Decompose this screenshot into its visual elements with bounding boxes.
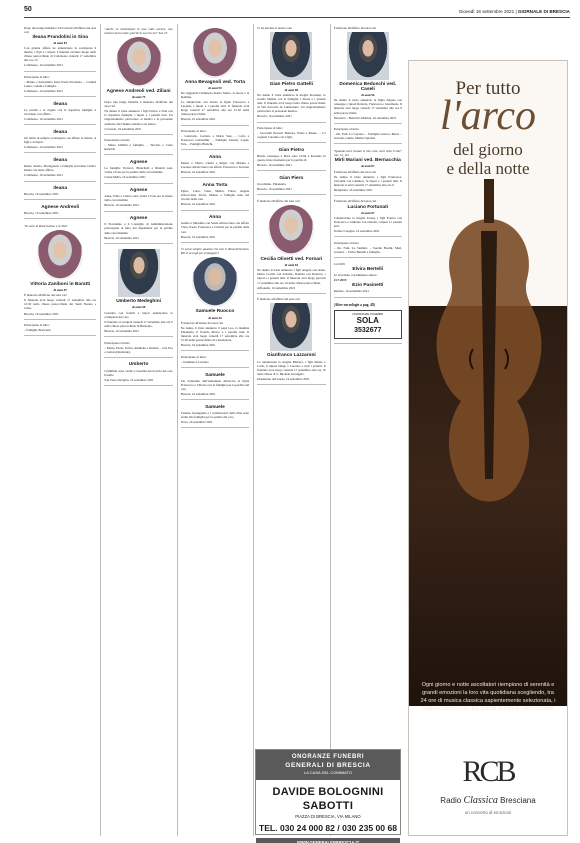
column-5	[330, 24, 402, 836]
deceased-name: Anna Torta	[202, 182, 228, 188]
notice-place-date: Trobbe Casaglia, 16 settembre 2021	[333, 229, 380, 234]
deceased-name: Anna	[208, 215, 221, 221]
notice-body: Ne danno il triste annuncio la moglie Rosanna, la sorella Marina con la famiglia, i nipoti e i parenti tutti. Il funerale avrà luogo nella chiesa parrocchiale di San Zaccaria in Lumazzane. Un ringraziamento particolare al personale medico.	[257, 92, 326, 114]
funeral-home-line1: ONORANZE FUNEBRI	[291, 754, 365, 760]
obituary-notice	[24, 127, 96, 153]
notice-date: 23.7.2019	[333, 278, 347, 283]
deceased-name: Agnese Andreoli ved. Ziliani	[106, 88, 171, 94]
notice-body: Le ricordano con immenso amore.	[333, 272, 378, 277]
portrait-photo	[118, 249, 160, 297]
portrait-photo	[116, 37, 162, 87]
notice-place-date: San Zeno Naviglio, 16 settembre 2021	[104, 377, 154, 382]
notice-body: Cesarina con fratelli e nipoti annunciano la scomparsa del caro	[104, 310, 173, 319]
notice-body: – On. Fam. Lo Capraro. – Famiglie Grassi e Bassi. – Luciana, Giulia, Marino Spranzi.	[333, 132, 402, 141]
deceased-name: Umberto	[128, 362, 149, 368]
notice-body-2: Ne danno il triste annuncio i figli Francesca, Giovanni con Gianluca, le nipoti e i parenti tutti. Il funerale si terrà venerdì 17 settembre alle ore 9.	[333, 174, 402, 187]
obituary-notice	[334, 146, 402, 196]
notice-place-date: Brescia, 16 settembre 2021	[180, 234, 216, 239]
notice-body: – Famiglie Bresciani	[24, 328, 51, 333]
notice-body: Zio Saturnino dell'Annullana abbraccia la figlia Francesca e Vittoria con le famiglie per la perdita del caro	[180, 378, 250, 391]
deceased-age: di anni 83	[53, 40, 67, 45]
deceased-name: Elvira Bertelli	[352, 266, 384, 272]
deceased-name: Vittoria Zaniboni in Baratti	[30, 281, 91, 287]
radio-logo-name: Radio Classica Bresciana	[440, 795, 536, 807]
notice-body-2: Il funerale avrà luogo venerdì 17 settembre alle ore 10.30 nella chiesa parrocchiale dei Santi Nazaro e Celso.	[24, 298, 97, 311]
funeral-home-line3: LA CASA DEL COMMIATO	[304, 770, 352, 776]
notice-body: Con grande affetto ne annunciano la scomparsa il marito, i figli e i nipoti. I funerali avranno luogo nella chiesa parrocchiale di Collebeato venerdì 17 settembre alle ore 15.	[24, 46, 97, 63]
sola-ad-name: SOLA	[356, 316, 379, 326]
obituary-notice	[334, 239, 402, 258]
obituary-notice	[181, 180, 249, 210]
notice-body: Tiziana, Giuseppina e i collaboratori della ditta sono vicini alla famiglia per la perdita del caro	[180, 410, 250, 420]
deceased-name: Anna Bevagnoli ved. Torta	[184, 79, 246, 85]
notice-body: Bruna, Giuseppe e Piera sono vicini a Rosanna in questo triste momento per la perdita di	[257, 154, 326, 163]
notice-body: L'annunciano la moglie Teresa, i figli Franco con Francesca e Giuliano con Ornella, i nipoti e i parenti tutti.	[333, 215, 402, 229]
notice-body: Dopo una lunga malattia è mancata all'affetto dei suoi cari	[104, 100, 173, 109]
obituary-notice	[181, 152, 249, 178]
notice-place-date: Rezzato, 16 settembre 2021	[333, 289, 369, 294]
obituary-notice	[181, 245, 249, 352]
obituary-notice	[24, 221, 96, 319]
notice-body: Sandro e Massimo con Sonia abbracciano con affetto Clara, Paola, Francesca e Cristina per la perdita della cara	[180, 221, 250, 234]
deceased-age: di anni 88	[131, 305, 146, 310]
obituary-notice	[24, 322, 96, 337]
notice-quote: "Anche se camminassi in una valle oscura, non temerei alcun male, perché tu sei con me" Sal. 23	[104, 26, 173, 35]
notice-place-date: Alfianello, 16 settembre 2021	[257, 285, 296, 290]
obituary-notice	[104, 214, 172, 244]
notice-body-2: Il funerale si svolgerà venerdì 17 settembre alle ore 9 nella chiesa parrocchiale di Botticino.	[104, 319, 173, 328]
obituary-notice	[104, 246, 172, 337]
page-number: 50	[24, 6, 32, 14]
notice-body: Egizo, Carla, Gian, Melita, Fabio, Angela abbracciano Silvia, Matteo e famiglie tutte nel ricordo della cara	[180, 189, 250, 202]
notice-body: Ne ragguarda l'annuncio marito Mario, la nuora e la mamma.	[180, 90, 250, 99]
notice-place-date: Flero, 16 settembre 2021	[180, 420, 213, 425]
notice-intro: Partecipano al lutto:	[24, 323, 50, 328]
deceased-name: Ileana	[53, 129, 67, 135]
notice-intro: Partecipano al lutto:	[104, 138, 131, 143]
funeral-home-line2: GENERALI DI BRESCIA	[285, 761, 371, 769]
obituary-notice	[334, 24, 402, 124]
obituary-notice	[181, 370, 249, 400]
notice-intro: È mancato all'affetto dei suoi cari	[257, 297, 300, 302]
notice-place-date: Brescia, 16 settembre 2021	[257, 163, 292, 168]
notice-quote: "Io sono la Risurrezione e la Vita"	[24, 223, 68, 228]
notice-quote: Ci sarai sempre quando che non ti dimenticheremo. Ma ci accogli per proteggerci	[180, 247, 250, 256]
notice-place-date: Brescia, 16 settembre 2021	[180, 170, 216, 175]
radio-ad-headline-2: l'arco	[439, 93, 537, 139]
notice-place-date: Brescia, 16 settembre 2021	[24, 211, 59, 216]
dateline: Giovedì 16 settembre 2021 | GIORNALE DI BRESCIA	[458, 9, 570, 15]
obituary-notice	[24, 74, 96, 98]
obituary-notice	[181, 213, 249, 243]
obituary-notice	[257, 197, 325, 293]
funeral-home-address: PIAZZA DI BRESCIA, VIA MILANO	[295, 814, 361, 820]
funeral-home-website: WWW.GENERALIDIBRESCIA.IT	[256, 838, 400, 843]
obituary-notice	[104, 157, 172, 183]
notice-place-date: Brescia, 16 settembre 2021	[180, 202, 216, 207]
notice-body: – Mauro e Alessandro Zani, Paola Ferronato. – Carmen Luzzo, Gianni e famiglia.	[24, 80, 97, 89]
funeral-home-band	[256, 750, 400, 780]
obituary-notice	[257, 173, 325, 195]
sola-ad-phone: 3532677	[354, 326, 382, 334]
obituary-notice	[24, 24, 96, 72]
obituary-notice	[257, 24, 325, 123]
deceased-name: Agnese	[129, 159, 148, 165]
notice-body: Il Presidente e il Consiglio di Amministrazione partecipano al lutto del dipendente per la perdita della cara mamma	[104, 222, 173, 235]
deceased-name: Samuele	[205, 372, 225, 378]
notice-intro: Partecipano al lutto:	[257, 126, 283, 131]
radio-ad-headline-1: Per tutto	[455, 78, 521, 99]
funeral-home-ad	[255, 749, 401, 843]
deceased-name: Ileana	[53, 157, 67, 163]
notice-place-date: Brescia, 16 settembre 2021	[180, 117, 216, 122]
notice-place-date: Brescia, 16 settembre 2021	[257, 114, 292, 119]
deceased-name: Cecilia Olivetti ved. Fornari	[260, 256, 323, 262]
obituary-notice	[24, 184, 96, 201]
deceased-name: Domenica Beduschi ved. Caseli	[339, 81, 397, 92]
notice-intro: Partecipano al lutto:	[104, 340, 131, 345]
notice-intro: Partecipano al lutto:	[180, 129, 207, 134]
obituary-notice	[24, 202, 96, 219]
funeral-home-phone: TEL. 030 24 000 82 / 030 235 00 68	[258, 822, 398, 833]
column-2	[100, 24, 172, 836]
notice-intro: Dopo una lunga malattia ci ha lasciati all'affetto dei suoi cari	[24, 25, 97, 34]
radio-logo-mark: RCB	[462, 755, 514, 788]
deceased-name: Gian Pietro Gattelli	[269, 81, 313, 87]
notice-body: Ne danno il triste annuncio i figli Angelo con Anna, Maria Cecilia con Aristide, Daniela con Roberto, i nipoti e i parenti tutti. Il funerale avrà luogo giovedì 17 settembre alle ore 10 nella chiesa parrocchiale.	[257, 268, 326, 285]
notice-body-2: Ne danno il triste annuncio i figli Enrico e Ivan con le rispettive famiglie, i nipoti e i parenti tutti. Un ringraziamento particolare ai medici e al personale sanitario che l'hanno assistita con amore.	[104, 109, 173, 126]
column-1	[24, 24, 96, 836]
deceased-name: Samuele Ruocco	[195, 309, 235, 315]
notice-place-date: Brescia, 16 settembre 2021	[24, 311, 59, 316]
obituary-notice	[181, 353, 249, 368]
notice-place-date: Collebeato, 16 settembre 2021	[24, 63, 63, 68]
column-4	[253, 24, 325, 836]
notice-body: – Maria, Paolo, Felice, Annibale e Ornella. – Ora Fao e Gobasi (Redonde).	[104, 345, 173, 354]
column-3	[177, 24, 249, 836]
radio-ad	[408, 60, 568, 836]
deceased-age: di anni 87	[53, 288, 67, 293]
obituary-notice	[104, 186, 172, 212]
notice-intro: È mancato all'affetto dei suoi cari	[333, 199, 377, 204]
page-header	[24, 6, 570, 18]
notice-place-date: Brescia, 16 settembre 2021	[180, 343, 216, 348]
notice-intro: Ci ha lasciato il nostro caro	[257, 25, 293, 30]
violin-icon	[421, 179, 557, 539]
obituary-notice	[334, 260, 402, 297]
deceased-name: Agnese	[129, 188, 148, 194]
notice-quote: "Quando avrò trovato le mie cose, avrò visto il sole" Ger. 12, 112	[333, 148, 402, 158]
radio-logo-tagline: un concerto di emozioni	[464, 810, 512, 816]
notice-body: Le sorelle e le cugine con le rispettive famiglie ti ricordano con affetto.	[24, 108, 97, 117]
notice-body-2: Ne danno il triste annuncio il papà Leo, la mamma Emanuela, il fratello Marco e i parenti tutti. Il funerale avrà luogo venerdì 17 settembre alle ore 15.30 nella parrocchiale di Castenedolo.	[180, 325, 250, 343]
notice-body: – Gianmarco Luciano	[180, 359, 209, 364]
deceased-name-2: Ezio Pasinetti	[352, 283, 384, 289]
obituary-notice	[181, 24, 249, 126]
deceased-age: di anni 90	[208, 85, 222, 90]
portrait-photo	[268, 205, 314, 255]
obituary-notice	[257, 296, 325, 385]
notice-body: Ne danno il triste annuncio la figlia Angela con Giuseppe, i nipoti Roberta, Francesca e Gianmario. Il funerale avrà luogo venerdì 17 settembre alle ore 9 nella parrocchiale.	[333, 98, 402, 115]
deceased-name: Agnese	[129, 216, 148, 222]
notice-intro: Partecipano al lutto:	[333, 127, 360, 132]
obituary-notice	[257, 145, 325, 171]
notice-body: Lo annunciano la moglie Barbara, i figli Renzo e Carlo, il nipote Diego e Lorenzo e tutti i parenti. Il funerale avrà luogo venerdì 17 settembre alle ore 10 nella chiesa di S. Michele Arcangelo.	[257, 359, 326, 376]
deceased-age: di anni 88	[284, 87, 299, 92]
notice-body: – Giovanni Rossati, Barbara, Elena e Mauro. – La cognata Caterina con i figli.	[257, 131, 326, 140]
notice-place-date: Desenzano del Garda, 16 settembre 2021	[257, 376, 310, 381]
obituary-notice	[181, 402, 249, 428]
obituary-notice	[104, 24, 172, 135]
obituary-notice	[104, 137, 172, 156]
deceased-age: di anni 79	[131, 94, 146, 99]
notice-body: Le famiglie Ferrucci, Bianchetti e Rinaldi sono vicine a Ivan per la perdita della cara mamma	[104, 166, 173, 175]
notice-body: – Giancarlo, Luciano e Maria Sole. – Carlo e Francesca Gobbellini. – Famiglie Zanoni, Coppi, Esta. – Famiglia Bianchi.	[180, 134, 250, 147]
deceased-age: di anni 87	[361, 210, 375, 215]
obituary-notice	[104, 339, 172, 358]
radio-ad-body: Ogni giorno e notte ascoltatori riempiono di serenità e grandi emozioni la loro vita quotidiana scegliendo, tra 24 ore di musica classica sapientemente selezionata, i migliori concerti dei più grandi interpreti internazionali	[420, 682, 556, 713]
sola-ad-sub: ONORANZE FUNEBRI	[352, 311, 384, 316]
portrait-photo	[270, 32, 312, 80]
deceased-name: Umberto Medeghini	[116, 299, 161, 305]
obituary-notice	[181, 128, 249, 151]
notice-intro: Partecipano al lutto:	[24, 75, 50, 80]
portrait-photo	[37, 230, 83, 280]
deceased-name: Mirli Mariani ved. Bernacchia	[334, 158, 401, 164]
notice-place-date: Brescia, 16 settembre 2021	[104, 328, 140, 333]
notice-body: – Maria Ghidini e famiglia. – Tarcisio e Carla Reboldi.	[104, 143, 173, 152]
deceased-age: di anni 87	[361, 164, 375, 169]
radio-ad-headline-3: del giorno e della notte	[446, 140, 530, 178]
deceased-name: Ileana	[53, 101, 67, 107]
notice-intro: È mancata all'affetto dei suoi cari	[257, 198, 300, 203]
notice-body: Renzo Anzilo, Mariagrazia e famiglia ricordano l'amica Ileana con tanto affetto.	[24, 164, 97, 173]
notice-body: È mancato all'amore dei suoi cari	[180, 320, 224, 325]
obituary-notice	[257, 125, 325, 144]
notice-place-date: Brescia, 16 settembre 2021	[180, 392, 216, 397]
obituary-notice	[334, 126, 402, 145]
deceased-name: Gianfranco Lazzaroni	[266, 353, 316, 359]
deceased-name: Gian Pietro	[278, 147, 305, 153]
notice-body: È mancata all'affetto dei suoi cari	[24, 293, 67, 298]
obituary-notice	[104, 360, 172, 386]
notice-body: Anna, Edda e Libero sono vicini a Ivan per la morte della cara mamma	[104, 194, 173, 203]
notice-intro: Partecipano al lutto:	[333, 240, 360, 245]
notice-place-date: Brescia, 16 settembre 2021	[257, 187, 292, 192]
notice-place-date: Brescia, 16 settembre 2021	[24, 192, 59, 197]
notice-place-date: Brescia, 16 settembre 2021	[104, 235, 140, 240]
notice-body: – On. Fam. La Sanbini. – Sorelle Bozini, Mari, Lorenza. – Elvira Bertelli e famiglia.	[333, 245, 402, 254]
portrait-photo	[192, 257, 238, 307]
notice-body-2: Lo annunciano con dolore le figlie Francesca e Luciana, i nipoti e i parenti tutti. Il funerale avrà luogo venerdì 17 settembre alle ore 15.30 nella chiesa parrocchiale.	[180, 100, 250, 117]
notice-intro: 6.2.2019	[333, 261, 345, 266]
deceased-age: di anni 36	[208, 315, 222, 320]
deceased-name: Ileana	[53, 186, 67, 192]
notice-body: Gli amici di sempre si stringono con affetto al marito, ai figli e ai nipoti.	[24, 136, 97, 145]
deceased-name: Luciano Fortunati	[347, 204, 389, 210]
obituary-notice	[334, 300, 402, 344]
deceased-name: Anna	[208, 154, 221, 160]
obituary-notice	[334, 198, 402, 237]
other-notices-pointer: (Altre necrologie a pag. 48)	[333, 303, 376, 307]
notice-place-date: Collebeato, 16 settembre 2021	[24, 117, 63, 122]
deceased-age: di anni 96	[361, 93, 375, 98]
portrait-photo	[270, 303, 312, 351]
notice-body: È mancata all'affetto dei suoi cari	[333, 169, 377, 174]
deceased-name: Agnese Andreoli	[41, 204, 80, 210]
portrait-photo	[192, 28, 238, 78]
notice-intro: Partecipano al lutto:	[180, 354, 207, 359]
notice-place-date: Collebeato, 16 settembre 2021	[24, 89, 63, 94]
radio-logo	[409, 747, 567, 836]
portrait-photo	[347, 32, 389, 80]
notice-place-date: Brescia, 16 settembre 2021	[104, 203, 140, 208]
notice-body: Mauro e Marta, Cinzia e Rojjer con Marina e Lorenzo abbracciano con affetto Francesca e Luciana	[180, 161, 250, 170]
notice-place-date: Castel Mella, 16 settembre 2021	[104, 175, 146, 180]
notice-place-date: Montpiano, 16 settembre 2021	[333, 187, 373, 192]
deceased-age: di anni 84	[284, 263, 299, 268]
notice-place-date: Nuvolera – Botticino Mattina, 16 settembre 2021	[333, 115, 397, 120]
notice-body: ricordiamo. Emanuela.	[257, 182, 287, 187]
sola-ad	[334, 310, 402, 339]
notice-intro: È mancato all'affetto dei suoi cari	[333, 25, 377, 30]
obituary-notice	[24, 155, 96, 181]
notice-place-date: Concesio, 16 settembre 2021	[104, 126, 142, 131]
deceased-name: Gian Piero	[279, 175, 304, 181]
obituary-notice	[24, 99, 96, 125]
deceased-name: Ileana Prandolini in Sina	[32, 34, 88, 40]
notice-place-date: Collebeato, 16 settembre 2021	[24, 145, 63, 150]
obituary-columns	[24, 24, 402, 836]
funeral-home-name: DAVIDE BOLOGNINI SABOTTI	[272, 786, 384, 813]
notice-body: I familiari sono vicini a Cesarina nel ricordo del caro fratello	[104, 368, 173, 377]
deceased-name: Samuele	[205, 404, 225, 410]
notice-place-date: Collebeato, 16 settembre 2021	[24, 173, 63, 178]
